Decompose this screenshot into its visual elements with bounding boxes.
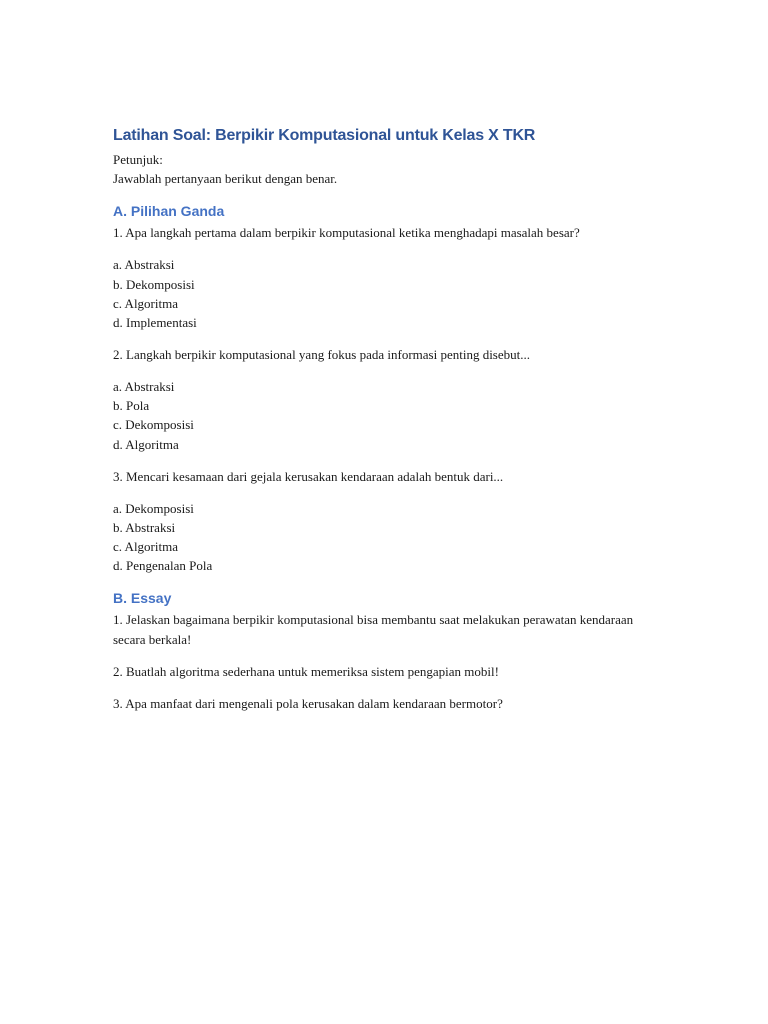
document-title: Latihan Soal: Berpikir Komputasional untuk Kelas X TKR — [113, 127, 536, 144]
section-b-heading: B. Essay — [113, 590, 172, 607]
mc-option: c. Algoritma — [113, 539, 178, 555]
mc-option: d. Algoritma — [113, 436, 179, 452]
essay-question-3: 3. Apa manfaat dari mengenali pola kerusakan dalam kendaraan bermotor? — [113, 695, 503, 711]
mc-option: a. Abstraksi — [113, 257, 175, 273]
mc-option: a. Abstraksi — [113, 379, 175, 395]
mc-option: c. Dekomposisi — [113, 417, 194, 433]
mc-option: b. Dekomposisi — [113, 276, 195, 292]
mc-question-1: 1. Apa langkah pertama dalam berpikir komputasional ketika menghadapi masalah besar? — [113, 225, 580, 241]
mc-option: a. Dekomposisi — [113, 500, 194, 516]
mc-options-1 — [113, 255, 658, 332]
mc-option: d. Implementasi — [113, 315, 197, 331]
instruction-label: Petunjuk: — [113, 152, 163, 167]
mc-options-3 — [113, 499, 658, 576]
instruction-text: Jawablah pertanyaan berikut dengan benar. — [113, 171, 338, 187]
section-a-heading: A. Pilihan Ganda — [113, 203, 225, 220]
mc-option: b. Pola — [113, 398, 150, 414]
mc-question-3: 3. Mencari kesamaan dari gejala kerusakan kendaraan adalah bentuk dari... — [113, 468, 504, 484]
mc-option: b. Abstraksi — [113, 519, 176, 535]
essay-question-2: 2. Buatlah algoritma sederhana untuk memeriksa sistem pengapian mobil! — [113, 663, 499, 679]
document-page — [113, 125, 658, 726]
mc-option: c. Algoritma — [113, 295, 178, 311]
mc-option: d. Pengenalan Pola — [113, 558, 213, 574]
mc-options-2 — [113, 377, 658, 454]
mc-question-2: 2. Langkah berpikir komputasional yang fokus pada informasi penting disebut... — [113, 347, 530, 363]
essay-question-1: 1. Jelaskan bagaimana berpikir komputasional bisa membantu saat melakukan perawatan kendaraan secara berkala! — [113, 612, 634, 647]
